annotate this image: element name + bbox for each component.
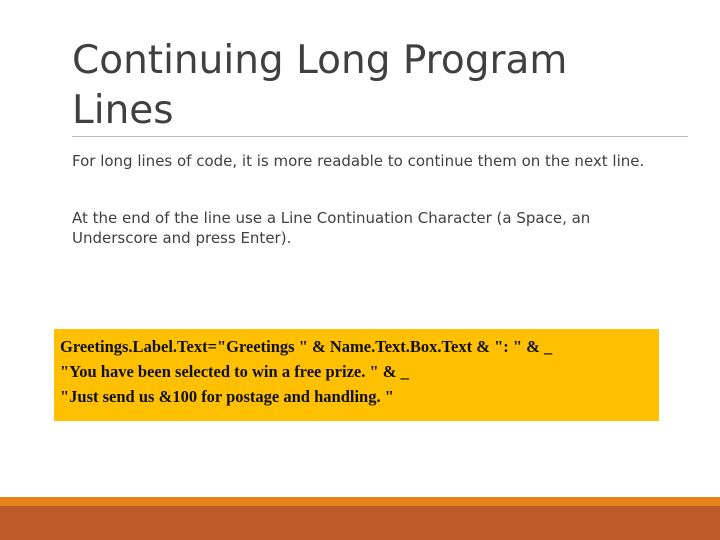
code-line-3: "Just send us &100 for postage and handling. " bbox=[60, 387, 394, 406]
body-paragraph-1: For long lines of code, it is more readable to continue them on the next line. bbox=[72, 152, 645, 170]
body-paragraph-2: At the end of the line use a Line Continuation Character (a Space, an Underscore and press Enter). bbox=[72, 209, 591, 247]
code-line-2: "You have been selected to win a free prize. " & _ bbox=[60, 362, 409, 381]
footer-bar bbox=[0, 506, 720, 540]
code-example-box bbox=[54, 329, 659, 421]
footer-accent-bar bbox=[0, 497, 720, 506]
code-line-1: Greetings.Label.Text="Greetings " & Name.Text.Box.Text & ": " & _ bbox=[60, 337, 553, 356]
title-divider bbox=[72, 136, 688, 137]
slide-title: Continuing Long Program Lines bbox=[72, 38, 568, 133]
